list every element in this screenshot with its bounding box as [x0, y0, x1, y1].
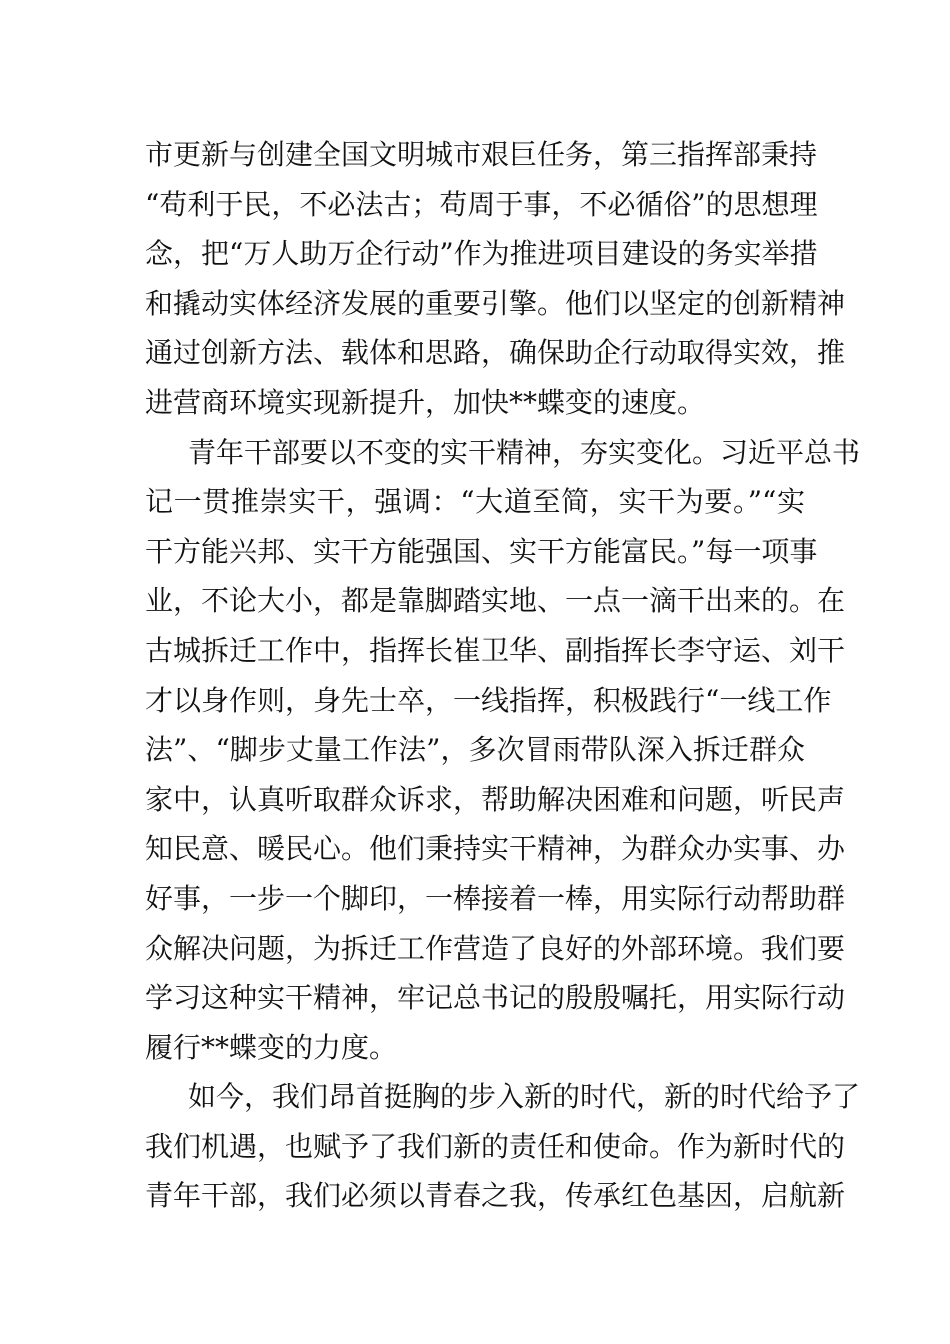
text-line: 业，不论大小，都是靠脚踏实地、一点一滴干出来的。在	[145, 584, 846, 618]
text-line: 通过创新方法、载体和思路，确保助企行动取得实效，推	[145, 336, 846, 370]
text-line: 众解决问题，为拆迁工作营造了良好的外部环境。我们要	[145, 931, 846, 965]
document-body	[145, 130, 861, 1221]
text-line: 法”、“脚步丈量工作法”，多次冒雨带队深入拆迁群众	[145, 733, 805, 767]
text-line: 我们机遇，也赋予了我们新的责任和使命。作为新时代的	[145, 1129, 846, 1163]
text-line: 古城拆迁工作中，指挥长崔卫华、副指挥长李守运、刘干	[145, 633, 846, 667]
text-line: 才以身作则，身先士卒，一线指挥，积极践行“一线工作	[145, 683, 832, 717]
text-line: 好事，一步一个脚印，一棒接着一棒，用实际行动帮助群	[145, 881, 846, 915]
text-line: 和撬动实体经济发展的重要引擎。他们以坚定的创新精神	[145, 286, 846, 320]
paragraph-2	[145, 428, 861, 1073]
text-line: 进营商环境实现新提升，加快**蝶变的速度。	[145, 385, 706, 419]
text-line: 履行**蝶变的力度。	[145, 1030, 398, 1064]
text-line: 青年干部，我们必须以青春之我，传承红色基因，启航新	[145, 1179, 846, 1213]
text-line: 学习这种实干精神，牢记总书记的殷殷嘱托，用实际行动	[145, 981, 846, 1015]
text-line: 干方能兴邦、实干方能强国、实干方能富民。”每一项事	[145, 534, 818, 568]
text-line: 记一贯推崇实干，强调：“大道至简，实干为要。”“实	[145, 485, 805, 519]
paragraph-1	[145, 130, 846, 428]
text-line: 家中，认真听取群众诉求，帮助解决困难和问题，听民声	[145, 782, 846, 816]
text-line: “苟利于民，不必法古；苟周于事，不必循俗”的思想理	[145, 187, 818, 221]
text-line: 知民意、暖民心。他们秉持实干精神，为群众办实事、办	[145, 832, 846, 866]
paragraph-3	[145, 1072, 861, 1221]
text-line: 青年干部要以不变的实干精神，夯实变化。习近平总书	[188, 435, 861, 469]
text-line: 如今，我们昂首挺胸的步入新的时代，新的时代给予了	[188, 1080, 861, 1114]
text-line: 市更新与创建全国文明城市艰巨任务，第三指挥部秉持	[145, 138, 818, 171]
text-line: 念，把“万人助万企行动”作为推进项目建设的务实举措	[145, 237, 818, 271]
